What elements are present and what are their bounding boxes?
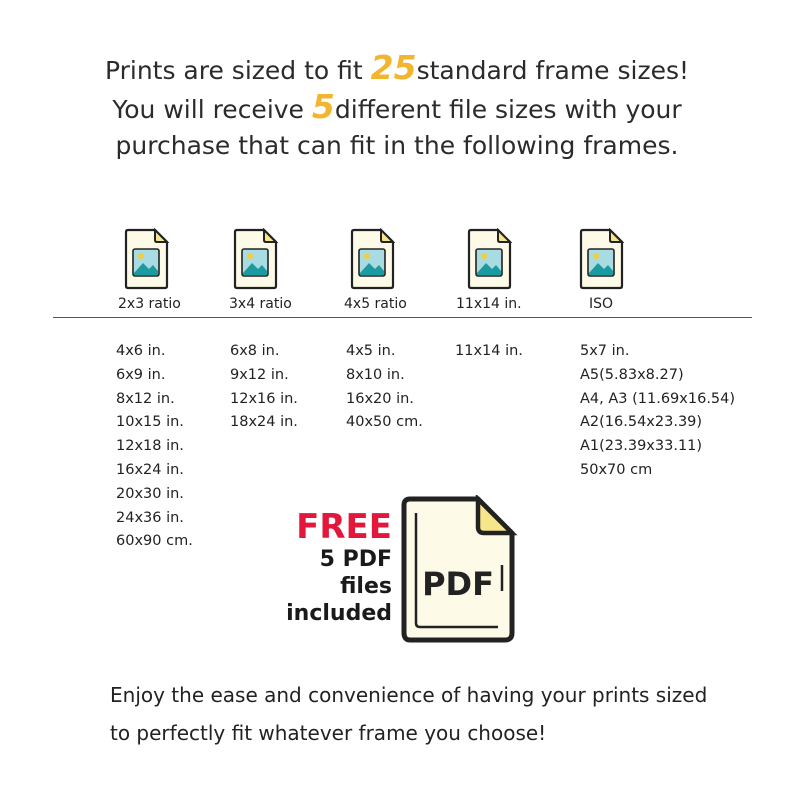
list-item: 5x7 in.	[580, 343, 630, 359]
list-item: 16x20 in.	[346, 390, 414, 407]
footer	[110, 676, 770, 752]
column-label-11x14: 11x14 in.	[456, 296, 522, 312]
list-item: A1(23.39x33.11)	[580, 438, 703, 455]
column-label-3x4: 3x4 ratio	[229, 296, 292, 312]
size-list-2x3	[116, 340, 193, 554]
size-list-3x4	[230, 340, 298, 435]
list-item: 9x12 in.	[230, 366, 289, 383]
image-file-icon	[466, 228, 512, 290]
list-item: A4, A3 (11.69x16.54)	[580, 390, 736, 407]
list-item: 6x8 in.	[230, 343, 280, 359]
list-item: 8x12 in.	[116, 390, 175, 407]
headline-line-2	[0, 89, 794, 128]
headline-text: You will receive	[112, 95, 304, 124]
list-item: 40x50 cm.	[346, 414, 423, 431]
headline-text: Prints are sized to fit	[104, 56, 363, 85]
image-file-icon	[232, 228, 278, 290]
list-item: 8x10 in.	[346, 366, 405, 383]
list-item: 11x14 in.	[455, 343, 523, 359]
list-item: 60x90 cm.	[116, 533, 193, 550]
divider	[53, 317, 752, 318]
free-line-1: 5 PDF	[319, 547, 392, 572]
column-label-iso: ISO	[589, 296, 614, 312]
list-item: 18x24 in.	[230, 414, 298, 431]
free-pdf-offer	[240, 508, 392, 627]
list-item: 12x16 in.	[230, 390, 298, 407]
pdf-file-icon	[398, 495, 518, 645]
list-item: 4x5 in.	[346, 343, 396, 359]
list-item: 12x18 in.	[116, 438, 184, 455]
image-file-icon	[578, 228, 624, 290]
list-item: 50x70 cm	[580, 461, 653, 478]
headline-text: standard frame sizes!	[416, 56, 690, 85]
list-item: 4x6 in.	[116, 343, 166, 359]
headline	[0, 50, 794, 164]
pdf-icon-label: PDF	[422, 565, 494, 603]
column-label-2x3: 2x3 ratio	[118, 296, 181, 312]
list-item: A2(16.54x23.39)	[580, 414, 703, 431]
frame-size-count: 25	[370, 48, 417, 87]
list-item: 16x24 in.	[116, 461, 184, 478]
footer-line-2: to perfectly fit whatever frame you choose!	[110, 721, 547, 745]
free-title: FREE	[296, 507, 392, 547]
size-list-iso	[580, 340, 735, 483]
list-item: 10x15 in.	[116, 414, 184, 431]
list-item: 6x9 in.	[116, 366, 166, 383]
image-file-icon	[123, 228, 169, 290]
file-size-count: 5	[311, 87, 335, 126]
column-label-4x5: 4x5 ratio	[344, 296, 407, 312]
free-line-3: included	[286, 601, 392, 626]
list-item: 20x30 in.	[116, 485, 184, 502]
size-list-4x5	[346, 340, 423, 435]
image-file-icon	[349, 228, 395, 290]
list-item: 24x36 in.	[116, 509, 184, 526]
headline-line-1	[0, 50, 794, 89]
free-line-2: files	[340, 574, 392, 599]
list-item: A5(5.83x8.27)	[580, 366, 684, 383]
size-list-11x14	[455, 340, 523, 364]
headline-text: different file sizes with your	[334, 95, 682, 124]
footer-line-1: Enjoy the ease and convenience of having your prints sized	[110, 683, 708, 707]
headline-line-3: purchase that can fit in the following frames.	[115, 131, 679, 160]
